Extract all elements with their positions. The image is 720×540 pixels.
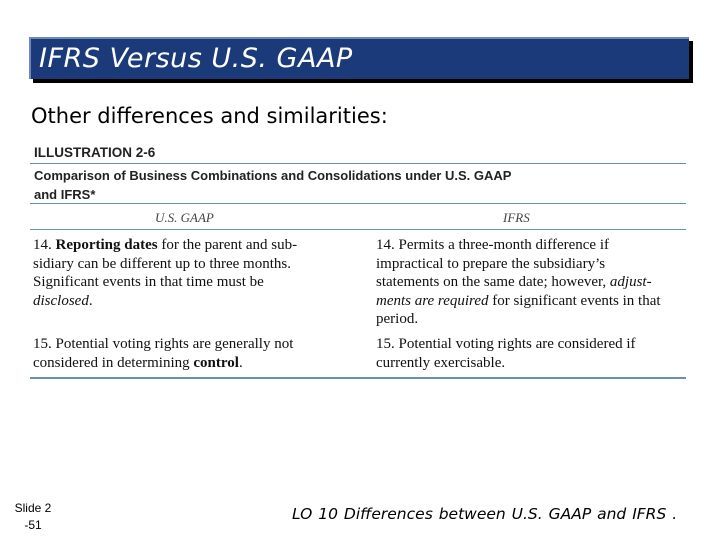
illustration-label: ILLUSTRATION 2-6 [34,145,156,160]
column-header-ifrs: IFRS [503,210,530,225]
caption-line-1: Comparison of Business Combinations and Consolidations under U.S. GAAP [34,168,512,183]
cell-ifrs-row-15: 15. Potential voting rights are considered if currently exercisable. [376,336,636,371]
slide-number-value: -51 [24,518,42,532]
slide-subtitle: Other differences and similarities: [31,104,388,128]
cell-ifrs-row-14: 14. Permits a three-month difference if impractical to prepare the subsidiary’s statements on the same date; however, adjust- ments are required for significant events in that period. [376,237,661,327]
rule-bottom [30,377,686,379]
rule-header [30,229,686,230]
cell-gaap-row-14: 14. Reporting dates for the parent and sub- sidiary can be different up to three months. Significant events in that time must be disclosed. [33,237,298,309]
rule-top [30,163,686,164]
title-bar [29,37,689,79]
slide-label: Slide 2 [14,501,52,515]
learning-objective-footer: LO 10 Differences between U.S. GAAP and IFRS . [292,505,678,523]
column-header-gaap: U.S. GAAP [155,210,214,225]
cell-gaap-row-15: 15. Potential voting rights are generally not considered in determining control. [33,336,294,371]
rule-caption [30,203,686,204]
slide-title: IFRS Versus U.S. GAAP [39,43,353,74]
illustration-caption [34,166,664,204]
slide-number [10,500,56,534]
caption-line-2: and IFRS* [34,187,96,202]
